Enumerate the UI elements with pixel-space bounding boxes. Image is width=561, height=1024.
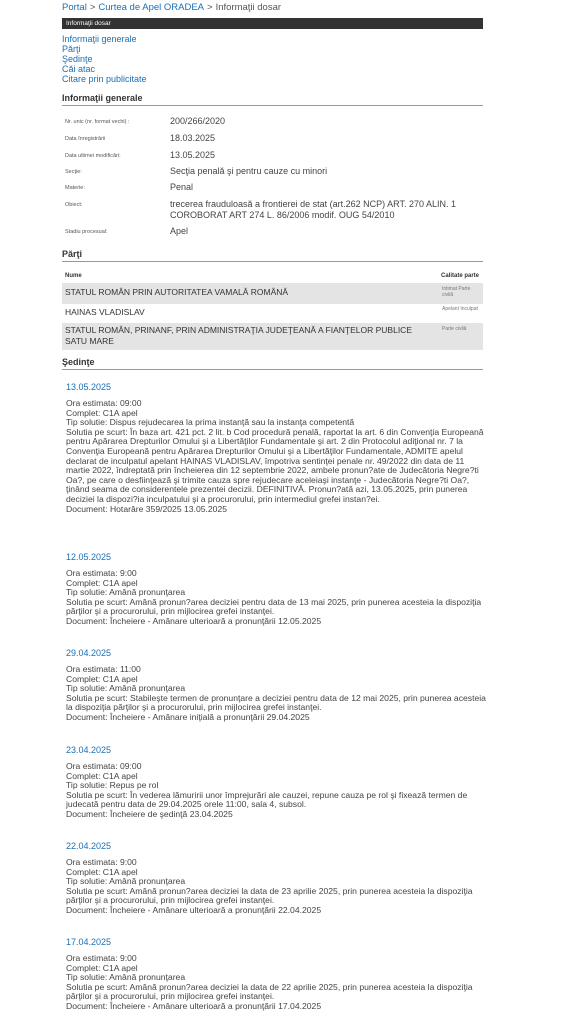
hearing-date: 22.04.2025 (66, 841, 112, 851)
info-label: Stadiu procesual: (65, 229, 108, 235)
dosar-header-bar: Informaţii dosar (62, 18, 483, 29)
info-value: trecerea frauduloasă a frontierei de stat (art.262 NCP) ART. 270 ALIN. 1 COROBORAT ART 274 L. 86/2006 modif. OUG 54/2010 (170, 199, 456, 220)
hearing-panel: Complet: C1A apel (66, 770, 138, 781)
hearing-solution-type: Tip solutie: Dispus rejudecarea la prima instanţă sau la instanţa competentă (66, 417, 355, 428)
info-value: 13.05.2025 (170, 150, 216, 160)
hearing-solution-summary: Solutia pe scurt: În baza art. 421 pct. 2 lit. b Cod procedură penală, raportat la art. 6 din Convenţia Europeană pentru Apărarea Drepturilor Omului şi a Libertăţilor Fundamentale şi art. 2 din Protocolul adiţional nr. 7 la Convenţia Europeană pentru Apărarea Drepturilor Omului şi a Libertăţilor Fundamentale, ADMITE apelul declarat de inculpatul apelant HAINAS VLADISLAV, împotriva sentinţei penale nr. 49/2022 din data de 11 martie 2022, îndreptată prin încheierea din 12 septembrie 2022, ambele pronun?ate de Judecătoria Negre?ti Oa?, pe care o desfiinţează şi trimite cauza spre rejudecare aceleiaşi instanţe - Judecătoria Negre?ti Oa?, ţinând seama de considerentele prezentei decizii. DEFINITIVĂ. Pronun?ată azi, 13.05.2025, prin punerea deciziei la dispozi?ia inculpatului şi a procurorului, prin intermediul grefei instan?ei. (66, 426, 484, 504)
hearing-details (66, 858, 486, 916)
info-value: Penal (170, 182, 194, 192)
nav-link-citare[interactable]: Citare prin publicitate (62, 74, 147, 84)
hearing-solution-summary: Solutia pe scurt: Amână pronun?area deciziei la data de 23 aprilie 2025, prin punerea acesteia la dispoziţia părţilor şi a procurorului, prin mijlocirea grefei instanţei. (66, 885, 473, 906)
info-label: Materie: (65, 185, 85, 191)
hearing-time: Ora estimata: 9:00 (66, 857, 137, 867)
hearing-time: Ora estimata: 09:00 (66, 761, 142, 771)
hearing-date: 23.04.2025 (66, 745, 112, 755)
hearing-solution-summary: Solutia pe scurt: În vederea lămuririi unor împrejurări ale cauzei, repune cauza pe rol şi fixează termen de judecată pentru data de 29.04.2025 orele 11:00, sala 4, subsol. (66, 789, 468, 810)
nav-link-parti[interactable]: Părţi (62, 44, 81, 54)
hearing-solution-type: Tip solutie: Amână pronunţarea (66, 876, 186, 887)
hearing-panel: Complet: C1A apel (66, 962, 138, 973)
hearing-document: Document: Hotarâre 359/2025 13.05.2025 (66, 503, 228, 514)
general-section-title: Informaţii generale (62, 93, 143, 103)
info-value: Secţia penală şi pentru cauze cu minori (170, 166, 328, 176)
info-label: Data înregistrării (65, 136, 106, 142)
hearing-panel: Complet: C1A apel (66, 673, 138, 684)
party-row (62, 323, 483, 350)
section-divider (62, 261, 483, 262)
info-value: 200/266/2020 (170, 116, 226, 126)
hearing-panel: Complet: C1A apel (66, 407, 138, 418)
hearing-date: 13.05.2025 (66, 382, 112, 392)
hearing-solution-summary: Solutia pe scurt: Amână pronun?area deciziei la data de 22 aprilie 2025, prin punerea acesteia la dispoziţia părţilor şi a procurorului, prin mijlocirea grefei instanţei. (66, 981, 473, 1002)
info-label: Nr. unic (nr. format vechi) : (65, 119, 130, 125)
hearing-time: Ora estimata: 9:00 (66, 568, 137, 578)
hearing-date: 29.04.2025 (66, 648, 112, 658)
breadcrumb-current: Informaţii dosar (215, 2, 282, 13)
hearing-details (66, 569, 486, 627)
hearing-details (66, 665, 486, 723)
column-header-name: Nume (65, 273, 82, 279)
breadcrumb-court-link[interactable]: Curtea de Apel ORADEA (98, 2, 204, 13)
hearing-solution-summary: Solutia pe scurt: Amână pronun?area deciziei pentru data de 13 mai 2025, prin punerea acesteia la dispoziţia părţilor şi a procurorului, prin mijlocirea grefei instanţei. (66, 596, 482, 617)
hearing-details (66, 954, 486, 1012)
nav-link-cai-atac[interactable]: Căi atac (62, 64, 96, 74)
hearing-document: Document: Încheiere - Amânare iniţială a pronunţării 29.04.2025 (66, 711, 310, 722)
hearing-document: Document: Încheiere - Amânare ulterioară a pronunţării 12.05.2025 (66, 615, 322, 626)
hearing-panel: Complet: C1A apel (66, 866, 138, 877)
party-row (62, 283, 483, 304)
party-name: HAINAS VLADISLAV (65, 307, 145, 317)
sedinte-section-title: Şedinţe (62, 357, 95, 367)
hearing-document: Document: Încheiere de şedinţă 23.04.2025 (66, 808, 233, 819)
hearing-solution-type: Tip solutie: Amână pronunţarea (66, 587, 186, 598)
party-quality: Parte civilă (442, 326, 467, 332)
breadcrumb-portal-link[interactable]: Portal (62, 2, 87, 13)
hearing-details (66, 762, 486, 820)
party-quality: Apelant Inculpat (442, 306, 478, 312)
info-label: Data ultimei modificări: (65, 153, 121, 159)
hearing-solution-type: Tip solutie: Repus pe rol (66, 780, 159, 791)
section-divider (62, 105, 483, 106)
party-name: STATUL ROMÂN PRIN AUTORITATEA VAMALĂ ROMÂNĂ (65, 287, 289, 297)
hearing-solution-type: Tip solutie: Amână pronunţarea (66, 972, 186, 983)
column-header-quality: Calitate parte (441, 273, 480, 279)
hearing-document: Document: Încheiere - Amânare ulterioară a pronunţării 17.04.2025 (66, 1000, 322, 1011)
info-value: 18.03.2025 (170, 133, 216, 143)
info-label: Secţie: (65, 169, 82, 175)
info-label: Obiect: (65, 202, 83, 208)
hearing-details (66, 399, 486, 514)
hearing-panel: Complet: C1A apel (66, 577, 138, 588)
nav-link-sedinte[interactable]: Şedinţe (62, 54, 93, 64)
breadcrumb-separator: > (207, 2, 213, 13)
nav-link-general[interactable]: Informaţii generale (62, 34, 137, 44)
section-divider (62, 369, 483, 370)
hearing-solution-type: Tip solutie: Amână pronunţarea (66, 683, 186, 694)
hearing-solution-summary: Solutia pe scurt: Stabileşte termen de pronunţare a deciziei pentru data de 12 mai 2025, prin punerea acesteia la dispoziţia părţilor şi a procurorului, prin mijlocirea grefei instanţei. (66, 692, 486, 713)
party-name: STATUL ROMÂN, PRINANF, PRIN ADMINISTRAŢIA JUDEŢEANĂ A FIANŢELOR PUBLICE SATU MARE (65, 325, 412, 346)
party-quality: Intimat Parte civilă (442, 286, 471, 298)
breadcrumb (62, 2, 281, 13)
info-value: Apel (170, 226, 189, 236)
breadcrumb-separator: > (89, 2, 96, 13)
party-row (62, 304, 483, 323)
hearing-time: Ora estimata: 9:00 (66, 953, 137, 963)
hearing-date: 12.05.2025 (66, 552, 112, 562)
parti-section-title: Părţi (62, 249, 83, 259)
hearing-document: Document: Încheiere - Amânare ulterioară a pronunţării 22.04.2025 (66, 904, 322, 915)
hearing-date: 17.04.2025 (66, 937, 112, 947)
hearing-time: Ora estimata: 11:00 (66, 664, 141, 674)
hearing-time: Ora estimata: 09:00 (66, 398, 142, 408)
section-nav (62, 34, 147, 84)
